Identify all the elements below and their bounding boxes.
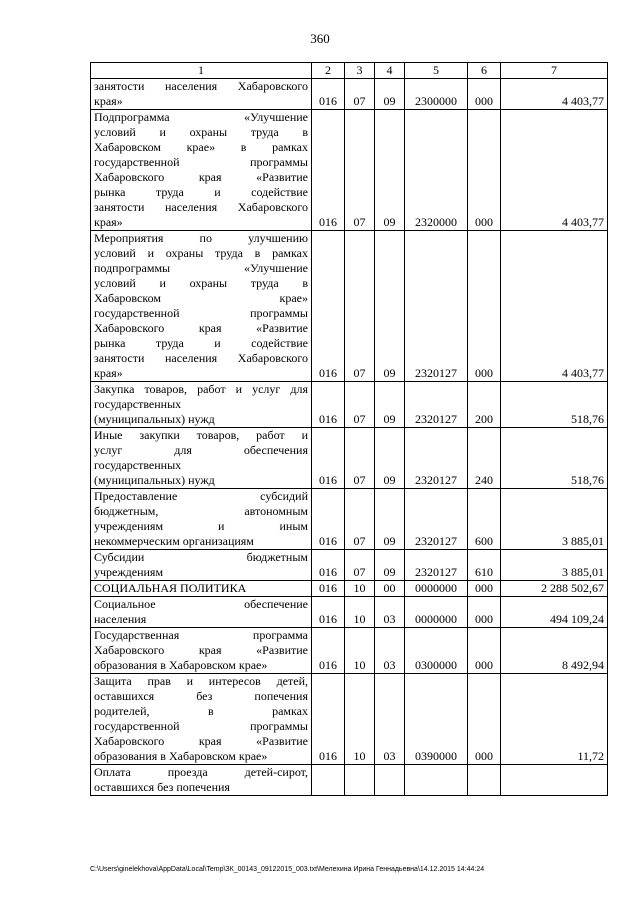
cell-c5: 2320127 (405, 428, 468, 489)
cell-c7: 4 403,77 (501, 79, 608, 110)
table-header-row (91, 63, 608, 79)
cell-c4: 09 (375, 231, 405, 382)
row-name-line: Социальное обеспечение (94, 597, 308, 611)
cell-c5: 2320127 (405, 550, 468, 581)
cell-c5: 0000000 (405, 597, 468, 628)
cell-c5: 2320000 (405, 110, 468, 231)
cell-c7: 8 492,94 (501, 628, 608, 674)
budget-table (90, 62, 608, 796)
cell-c7 (501, 765, 608, 796)
row-name-cell (91, 110, 312, 231)
row-name-line: Субсидии бюджетным (94, 550, 308, 564)
cell-c3: 10 (345, 674, 375, 765)
row-name-line: оставшихся без попечения (94, 780, 230, 794)
row-name-cell (91, 231, 312, 382)
row-name-line: Хабаровского края «Развитие (94, 321, 308, 335)
row-name-line: Подпрограмма «Улучшение (94, 110, 308, 124)
row-name-cell (91, 765, 312, 796)
row-name-line: образования в Хабаровском крае» (94, 749, 268, 763)
row-name-line: (муниципальных) нужд (94, 473, 215, 487)
row-name-line: родителей, в рамках (94, 704, 308, 718)
row-name-cell (91, 581, 312, 597)
row-name-line: Предоставление субсидий (94, 489, 308, 503)
row-name-cell (91, 674, 312, 765)
cell-c6: 200 (468, 382, 501, 428)
cell-c6 (468, 765, 501, 796)
cell-c5: 0000000 (405, 581, 468, 597)
cell-c7: 11,72 (501, 674, 608, 765)
cell-c2: 016 (312, 428, 345, 489)
row-name-line: (муниципальных) нужд (94, 412, 215, 426)
row-name-cell (91, 489, 312, 550)
row-name-line: Хабаровского края «Развитие (94, 170, 308, 184)
row-name-line: учреждениям и иным (94, 519, 308, 533)
table-row (91, 231, 608, 382)
cell-c2: 016 (312, 597, 345, 628)
cell-c2: 016 (312, 581, 345, 597)
row-name-line: Защита прав и интересов детей, (94, 674, 308, 688)
cell-c6: 000 (468, 674, 501, 765)
row-name-line: Государственная программа (94, 628, 308, 642)
row-name-line: Хабаровского края «Развитие (94, 734, 308, 748)
cell-c4: 03 (375, 628, 405, 674)
row-name-line: Мероприятия по улучшению (94, 231, 308, 245)
cell-c3: 10 (345, 581, 375, 597)
cell-c5: 0300000 (405, 628, 468, 674)
row-name-line: Иные закупки товаров, работ и (94, 428, 308, 442)
cell-c6: 000 (468, 110, 501, 231)
row-name-cell (91, 382, 312, 428)
page-number: 360 (310, 31, 330, 46)
row-name-line: населения (94, 612, 147, 626)
row-name-line: занятости населения Хабаровского (94, 200, 308, 214)
cell-c2: 016 (312, 110, 345, 231)
cell-c7: 4 403,77 (501, 231, 608, 382)
cell-c2: 016 (312, 79, 345, 110)
row-name-cell (91, 79, 312, 110)
row-name-line: государственной программы (94, 155, 308, 169)
row-name-line: Хабаровского края «Развитие (94, 643, 308, 657)
table-row (91, 110, 608, 231)
cell-c2: 016 (312, 382, 345, 428)
cell-c3: 07 (345, 489, 375, 550)
row-name-line: государственных (94, 397, 182, 411)
row-name-line: края» (94, 215, 123, 229)
row-name-line: бюджетным, автономным (94, 504, 308, 518)
row-name-line: оставшихся без попечения (94, 689, 308, 703)
row-name-line: края» (94, 366, 123, 380)
cell-c7: 3 885,01 (501, 550, 608, 581)
cell-c7: 518,76 (501, 428, 608, 489)
cell-c7: 3 885,01 (501, 489, 608, 550)
column-header: 3 (345, 63, 375, 79)
row-name-line: рынка труда и содействие (94, 185, 308, 199)
row-name-cell (91, 597, 312, 628)
cell-c4: 03 (375, 597, 405, 628)
row-name-line: учреждениям (94, 565, 164, 579)
row-name-line: Оплата проезда детей-сирот, (94, 765, 308, 779)
cell-c4: 09 (375, 110, 405, 231)
cell-c3 (345, 765, 375, 796)
column-header: 4 (375, 63, 405, 79)
cell-c5: 2320127 (405, 231, 468, 382)
column-header: 5 (405, 63, 468, 79)
cell-c3: 10 (345, 628, 375, 674)
cell-c6: 000 (468, 231, 501, 382)
column-header: 7 (501, 63, 608, 79)
row-name-line: рынка труда и содействие (94, 336, 308, 350)
table-row (91, 382, 608, 428)
cell-c6: 000 (468, 597, 501, 628)
cell-c7: 2 288 502,67 (501, 581, 608, 597)
cell-c3: 10 (345, 597, 375, 628)
row-name-line: некоммерческим организациям (94, 534, 254, 548)
table-row (91, 489, 608, 550)
cell-c3: 07 (345, 79, 375, 110)
cell-c3: 07 (345, 231, 375, 382)
row-name-line: государственной программы (94, 306, 308, 320)
row-name-line: условий и охраны труда в (94, 125, 308, 139)
row-name-line: края» (94, 94, 123, 108)
cell-c5: 2320127 (405, 489, 468, 550)
cell-c2 (312, 765, 345, 796)
row-name-line: условий и охраны труда в (94, 276, 308, 290)
row-name-line: государственной программы (94, 719, 308, 733)
table-body (91, 79, 608, 796)
row-name-cell (91, 628, 312, 674)
row-name-line: государственных (94, 458, 182, 472)
row-name-cell (91, 428, 312, 489)
table-row (91, 550, 608, 581)
cell-c4: 09 (375, 428, 405, 489)
cell-c2: 016 (312, 489, 345, 550)
cell-c2: 016 (312, 674, 345, 765)
cell-c5: 2300000 (405, 79, 468, 110)
table-row (91, 765, 608, 796)
row-name-line: условий и охраны труда в рамках (94, 246, 308, 260)
row-name-line: занятости населения Хабаровского (94, 351, 308, 365)
column-header: 6 (468, 63, 501, 79)
cell-c2: 016 (312, 231, 345, 382)
cell-c5: 2320127 (405, 382, 468, 428)
cell-c3: 07 (345, 382, 375, 428)
cell-c6: 000 (468, 581, 501, 597)
cell-c7: 518,76 (501, 382, 608, 428)
column-header: 1 (91, 63, 312, 79)
cell-c2: 016 (312, 628, 345, 674)
cell-c6: 000 (468, 628, 501, 674)
row-name-line: Хабаровском крае» в рамках (94, 140, 308, 154)
cell-c2: 016 (312, 550, 345, 581)
column-header: 2 (312, 63, 345, 79)
table-row (91, 674, 608, 765)
cell-c6: 240 (468, 428, 501, 489)
row-name-line: СОЦИАЛЬНАЯ ПОЛИТИКА (94, 581, 247, 595)
cell-c4 (375, 765, 405, 796)
row-name-cell (91, 550, 312, 581)
table-row (91, 597, 608, 628)
row-name-line: подпрограммы «Улучшение (94, 261, 308, 275)
table-row (91, 79, 608, 110)
row-name-line: Закупка товаров, работ и услуг для (94, 382, 308, 396)
cell-c4: 09 (375, 489, 405, 550)
table-row (91, 428, 608, 489)
file-path-footer: C:\Users\ginelekhova\AppData\Local\Temp\ЗК_00143_09122015_003.txt\Мелехина Ирина Геннадьевна\14.12.2015 14:44:24 (90, 866, 485, 873)
cell-c6: 000 (468, 79, 501, 110)
cell-c5: 0390000 (405, 674, 468, 765)
cell-c4: 03 (375, 674, 405, 765)
table-row (91, 581, 608, 597)
cell-c6: 600 (468, 489, 501, 550)
cell-c7: 494 109,24 (501, 597, 608, 628)
cell-c4: 09 (375, 79, 405, 110)
row-name-line: услуг для обеспечения (94, 443, 308, 457)
cell-c3: 07 (345, 428, 375, 489)
cell-c3: 07 (345, 550, 375, 581)
cell-c7: 4 403,77 (501, 110, 608, 231)
cell-c4: 09 (375, 550, 405, 581)
cell-c6: 610 (468, 550, 501, 581)
row-name-line: образования в Хабаровском крае» (94, 658, 268, 672)
row-name-line: занятости населения Хабаровского (94, 79, 308, 93)
cell-c5 (405, 765, 468, 796)
row-name-line: Хабаровском крае» (94, 291, 308, 305)
table-row (91, 628, 608, 674)
cell-c3: 07 (345, 110, 375, 231)
cell-c4: 00 (375, 581, 405, 597)
cell-c4: 09 (375, 382, 405, 428)
